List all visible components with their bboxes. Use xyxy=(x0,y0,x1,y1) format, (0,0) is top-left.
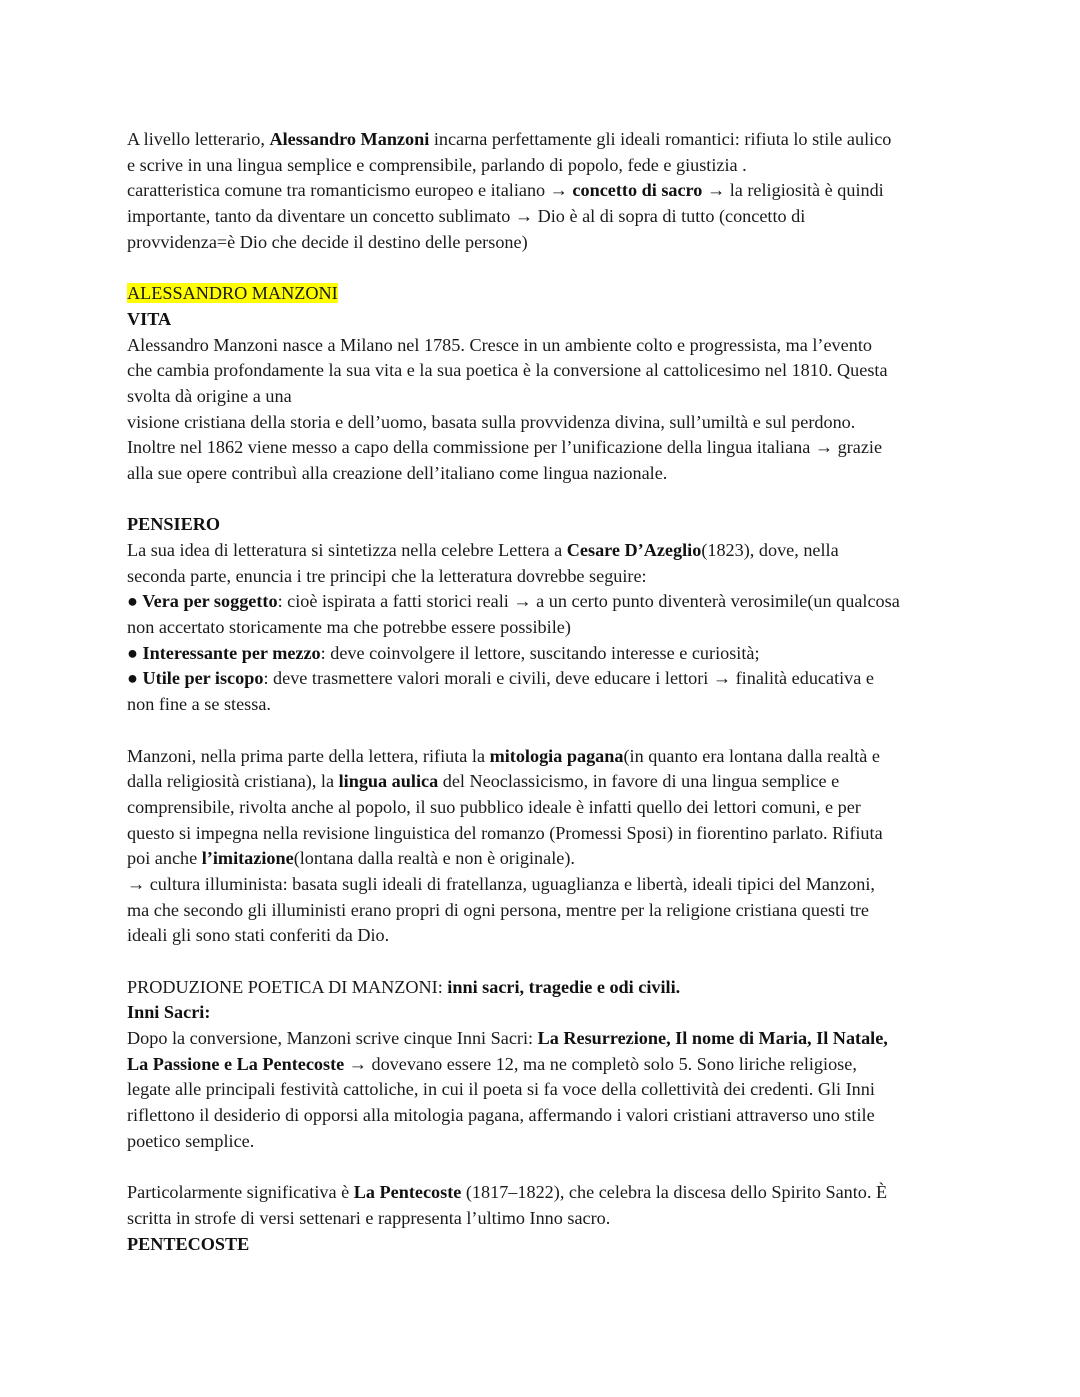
text-span: (in quanto era lontana dalla realtà e xyxy=(623,745,881,766)
text-line xyxy=(127,333,967,359)
text-span: A livello letterario, xyxy=(127,129,270,149)
text-span: Manzoni, nella prima parte della lettera, rifiuta la xyxy=(127,745,490,766)
text-span: visione cristiana della storia e dell’uomo, basata sulla provvidenza divina, sull’umiltà e sul perdono. xyxy=(127,411,856,432)
text-span: ma che secondo gli illuministi erano propri di ogni persona, mentre per la religione cristiana questi tre xyxy=(127,899,869,920)
bold-text: mitologia pagana xyxy=(489,745,624,766)
section-title-highlighted: ALESSANDRO MANZONI xyxy=(127,283,338,304)
bold-text: ● Vera per soggetto xyxy=(127,591,278,612)
text-line xyxy=(127,975,967,1001)
text-span: : cioè ispirata a fatti storici reali → a un certo punto diventerà verosimile(un qualcosa xyxy=(277,591,900,612)
text-span: (1817–1822), che celebra la discesa dello Spirito Santo. È xyxy=(461,1182,888,1203)
text-span: La sua idea di letteratura si sintetizza nella celebre Lettera a xyxy=(127,540,567,560)
text-line xyxy=(127,1103,967,1129)
text-span: importante, tanto da diventare un concetto sublimato → Dio è al di sopra di tutto (concetto di xyxy=(127,206,806,227)
text-span: alla sue opere contribuì alla creazione dell’italiano come lingua nazionale. xyxy=(127,462,668,483)
text-span: riflettono il desiderio di opporsi alla mitologia pagana, affermando i valori cristiani attraverso uno stile xyxy=(127,1105,875,1126)
text-line xyxy=(127,1129,967,1155)
text-line xyxy=(127,615,967,641)
bold-text: La Passione e La Pentecoste xyxy=(127,1053,345,1074)
text-line xyxy=(127,846,967,872)
text-span: : deve coinvolgere il lettore, suscitando interesse e curiosità; xyxy=(320,642,760,663)
text-span: ideali gli sono stati conferiti da Dio. xyxy=(127,925,390,946)
text-span: incarna perfettamente gli ideali romantici: rifiuta lo stile aulico xyxy=(429,129,892,149)
paragraph-gap xyxy=(127,487,967,513)
text-span: provvidenza=è Dio che decide il destino delle persone) xyxy=(127,231,528,252)
text-line xyxy=(127,1026,967,1052)
text-span: Inoltre nel 1862 viene messo a capo della commissione per l’unificazione della lingua italiana → grazie xyxy=(127,437,883,458)
text-line xyxy=(127,1052,967,1078)
text-span: e scrive in una lingua semplice e comprensibile, parlando di popolo, fede e giustizia . xyxy=(127,154,747,175)
text-line xyxy=(127,435,967,461)
bold-text: La Pentecoste xyxy=(353,1182,462,1203)
text-line xyxy=(127,461,967,487)
text-line xyxy=(127,821,967,847)
text-span: PRODUZIONE POETICA DI MANZONI: xyxy=(127,976,448,997)
text-span: : deve trasmettere valori morali e civili, deve educare i lettori → finalità educativa e xyxy=(263,668,874,689)
text-span: scritta in strofe di versi settenari e rappresenta l’ultimo Inno sacro. xyxy=(127,1207,611,1228)
text-line xyxy=(127,795,967,821)
text-line xyxy=(127,589,967,615)
text-line xyxy=(127,1000,967,1026)
document-page xyxy=(127,127,967,1257)
text-line xyxy=(127,641,967,667)
text-line xyxy=(127,1232,967,1258)
text-span: che cambia profondamente la sua vita e la sua poetica è la conversione al cattolicesimo nel 1810. Questa xyxy=(127,360,888,381)
bold-text: l’imitazione xyxy=(201,848,294,869)
text-line xyxy=(127,692,967,718)
text-line xyxy=(127,744,967,770)
text-span: caratteristica comune tra romanticismo europeo e italiano → xyxy=(127,180,573,201)
bold-text: Cesare D’Azeglio xyxy=(566,540,702,560)
text-line xyxy=(127,1180,967,1206)
bold-text: concetto di sacro xyxy=(572,180,703,201)
text-line xyxy=(127,872,967,898)
paragraph-gap xyxy=(127,949,967,975)
text-line xyxy=(127,358,967,384)
text-span: svolta dà origine a una xyxy=(127,385,292,406)
text-line xyxy=(127,923,967,949)
text-span: → la religiosità è quindi xyxy=(702,180,884,201)
paragraph-gap xyxy=(127,255,967,281)
text-line xyxy=(127,666,967,692)
text-line xyxy=(127,564,967,590)
text-span: Particolarmente significativa è xyxy=(127,1182,354,1203)
paragraph-gap xyxy=(127,718,967,744)
text-span: → cultura illuminista: basata sugli ideali di fratellanza, uguaglianza e libertà, ideali tipici del Manzoni, xyxy=(127,873,875,894)
text-span: → dovevano essere 12, ma ne completò solo 5. Sono liriche religiose, xyxy=(344,1053,857,1074)
bold-text: PENTECOSTE xyxy=(127,1233,250,1254)
text-span: (1823), dove, nella xyxy=(701,540,839,560)
bold-text: lingua aulica xyxy=(338,771,439,792)
text-line xyxy=(127,538,967,564)
text-span: del Neoclassicismo, in favore di una lingua semplice e xyxy=(438,771,840,792)
text-line xyxy=(127,1077,967,1103)
text-line xyxy=(127,204,967,230)
text-span: legate alle principali festività cattoliche, in cui il poeta si fa voce della collettività dei credenti. Gli Inni xyxy=(127,1079,875,1100)
bold-text: inni sacri, tragedie e odi civili. xyxy=(447,976,681,997)
text-span: Alessandro Manzoni nasce a Milano nel 1785. Cresce in un ambiente colto e progressista, ma l’evento xyxy=(127,334,872,355)
text-line xyxy=(127,769,967,795)
text-line xyxy=(127,127,967,153)
text-line xyxy=(127,898,967,924)
text-span: (lontana dalla realtà e non è originale). xyxy=(293,848,575,869)
bold-text: VITA xyxy=(127,308,172,329)
text-line xyxy=(127,153,967,179)
bold-text: ● Utile per iscopo xyxy=(127,668,264,689)
text-line xyxy=(127,307,967,333)
text-line xyxy=(127,281,967,307)
text-line xyxy=(127,178,967,204)
text-line xyxy=(127,1206,967,1232)
text-span: dalla religiosità cristiana), la xyxy=(127,771,339,792)
text-span: Dopo la conversione, Manzoni scrive cinque Inni Sacri: xyxy=(127,1028,538,1049)
bold-text: Alessandro Manzoni xyxy=(269,129,430,149)
text-span: non accertato storicamente ma che potrebbe essere possibile) xyxy=(127,617,571,638)
bold-text: La Resurrezione, Il nome di Maria, Il Natale, xyxy=(537,1028,888,1049)
text-span: comprensibile, rivolta anche al popolo, il suo pubblico ideale è infatti quello dei lettori comuni, e per xyxy=(127,796,861,817)
bold-text: Inni Sacri: xyxy=(127,1002,211,1023)
text-span: questo si impegna nella revisione linguistica del romanzo (Promessi Sposi) in fiorentino parlato. Rifiuta xyxy=(127,822,883,843)
text-span: non fine a se stessa. xyxy=(127,694,271,715)
text-span: poetico semplice. xyxy=(127,1130,255,1151)
text-line xyxy=(127,410,967,436)
text-span: seconda parte, enuncia i tre principi che la letteratura dovrebbe seguire: xyxy=(127,565,647,586)
paragraph-gap xyxy=(127,1155,967,1181)
text-line xyxy=(127,512,967,538)
bold-text: PENSIERO xyxy=(127,514,220,535)
text-line xyxy=(127,230,967,256)
text-line xyxy=(127,384,967,410)
text-span: poi anche xyxy=(127,848,202,869)
bold-text: ● Interessante per mezzo xyxy=(127,642,321,663)
